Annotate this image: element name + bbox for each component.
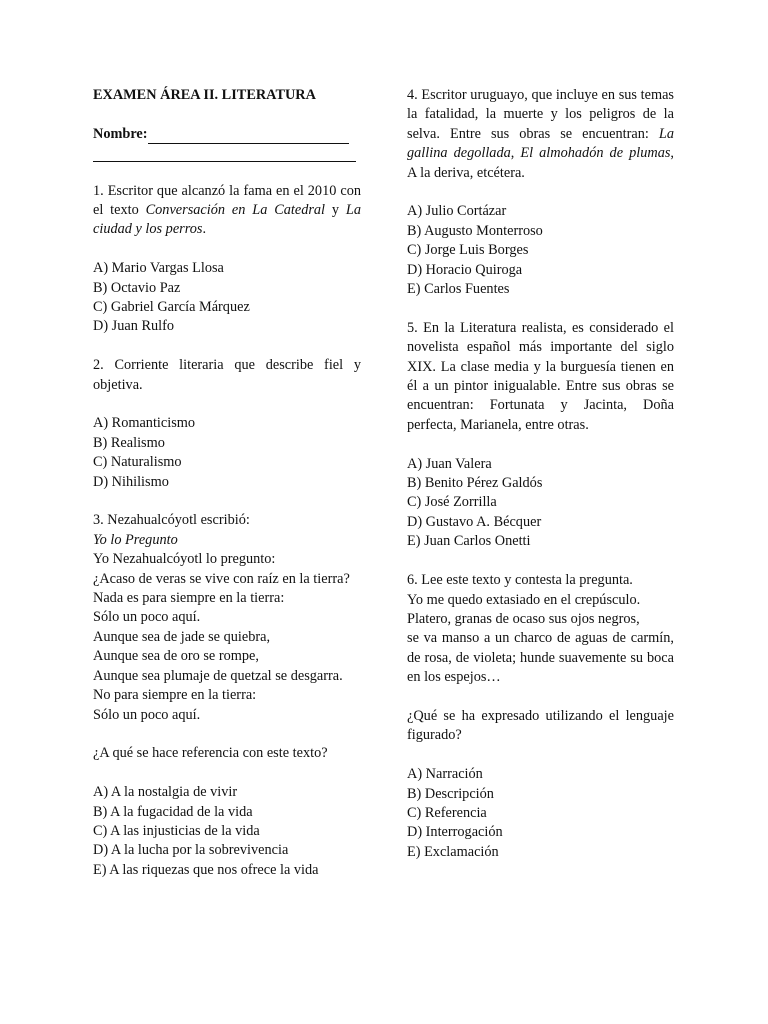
- option: D) Gustavo A. Bécquer: [407, 513, 542, 530]
- option: D) Horacio Quiroga: [407, 261, 523, 278]
- option: D) Nihilismo: [93, 473, 169, 490]
- option: B) A la fugacidad de la vida: [93, 803, 253, 820]
- option: E) Juan Carlos Onetti: [407, 533, 531, 550]
- poem-line: ¿Acaso de veras se vive con raíz en la tierra?: [93, 570, 350, 587]
- name-row: [93, 125, 361, 144]
- option: D) Interrogación: [407, 824, 503, 841]
- option: B) Descripción: [407, 785, 494, 802]
- option: D) Juan Rulfo: [93, 318, 175, 335]
- option: C) Referencia: [407, 804, 487, 821]
- poem-line: Sólo un poco aquí.: [93, 706, 201, 723]
- option: B) Octavio Paz: [93, 279, 181, 296]
- option: A) Juan Valera: [407, 455, 492, 472]
- q2-question: 2. Corriente literaria que describe fiel y objetiva.: [93, 357, 361, 393]
- q5-question: 5. En la Literatura realista, es considerado el novelista español más importante del siglo XIX. La clase media y la burguesía tienen en él a un pintor inigualable. Entre sus obras se encuentran: Fortunata y Jacinta, Doña perfecta, Marianela, entre otras.: [407, 319, 674, 433]
- q3-options: [93, 783, 361, 880]
- name-field-line-2: [93, 144, 356, 162]
- name-field-line: [148, 129, 349, 144]
- q1-question: 1. Escritor que alcanzó la fama en el 2010 con el texto Conversación en La Catedral y La ciudad y los perros.: [93, 182, 361, 238]
- passage-line: se va manso a un charco de aguas de carmín, de rosa, de violeta; hunde suavemente su boca en los espejos…: [407, 630, 674, 686]
- q5-options: [407, 455, 674, 552]
- poem-line: No para siempre en la tierra:: [93, 687, 257, 704]
- right-column: [407, 86, 674, 862]
- option: A) Narración: [407, 766, 483, 783]
- option: B) Benito Pérez Galdós: [407, 475, 543, 492]
- option: C) Gabriel García Márquez: [93, 299, 250, 316]
- poem-line: Sólo un poco aquí.: [93, 609, 201, 626]
- option: C) Naturalismo: [93, 454, 182, 471]
- q1-options: [93, 259, 361, 337]
- poem: [93, 550, 361, 725]
- poem-title: Yo lo Pregunto: [93, 531, 178, 548]
- option: C) José Zorrilla: [407, 494, 497, 511]
- option: C) Jorge Luis Borges: [407, 242, 529, 259]
- poem-line: Aunque sea plumaje de quetzal se desgarra.: [93, 667, 343, 684]
- option: A) Julio Cortázar: [407, 203, 507, 220]
- poem-line: Nada es para siempre en la tierra:: [93, 590, 285, 607]
- poem-line: Aunque sea de oro se rompe,: [93, 648, 259, 665]
- q4-question: 4. Escritor uruguayo, que incluye en sus temas la fatalidad, la muerte y los peligros de la selva. Entre sus obras se encuentran: La gallina degollada, El almohadón de plumas, A la deriva, etcétera.: [407, 87, 674, 181]
- passage-line: Platero, granas de ocaso sus ojos negros,: [407, 610, 640, 627]
- poem-line: Aunque sea de jade se quiebra,: [93, 628, 271, 645]
- q2-options: [93, 414, 361, 492]
- q6-options: [407, 765, 674, 862]
- option: B) Realismo: [93, 434, 165, 451]
- option: B) Augusto Monterroso: [407, 222, 543, 239]
- q6-intro: 6. Lee este texto y contesta la pregunta.: [407, 572, 633, 589]
- option: D) A la lucha por la sobrevivencia: [93, 842, 289, 859]
- passage-line: Yo me quedo extasiado en el crepúsculo.: [407, 591, 641, 608]
- poem-line: Yo Nezahualcóyotl lo pregunto:: [93, 551, 276, 568]
- option: E) Carlos Fuentes: [407, 281, 510, 298]
- q6-passage: [407, 591, 674, 688]
- left-column: [93, 86, 361, 880]
- option: C) A las injusticias de la vida: [93, 822, 260, 839]
- q4-options: [407, 202, 674, 299]
- q3-question: ¿A qué se hace referencia con este texto?: [93, 745, 328, 762]
- q6-question: ¿Qué se ha expresado utilizando el lenguaje figurado?: [407, 707, 674, 744]
- exam-title: EXAMEN ÁREA II. LITERATURA: [93, 87, 316, 103]
- option: A) A la nostalgia de vivir: [93, 784, 238, 801]
- q3-intro: 3. Nezahualcóyotl escribió:: [93, 512, 250, 529]
- option: A) Mario Vargas Llosa: [93, 260, 224, 277]
- name-label: Nombre:: [93, 125, 148, 142]
- option: E) A las riquezas que nos ofrece la vida: [93, 861, 319, 878]
- option: A) Romanticismo: [93, 415, 196, 432]
- option: E) Exclamación: [407, 843, 499, 860]
